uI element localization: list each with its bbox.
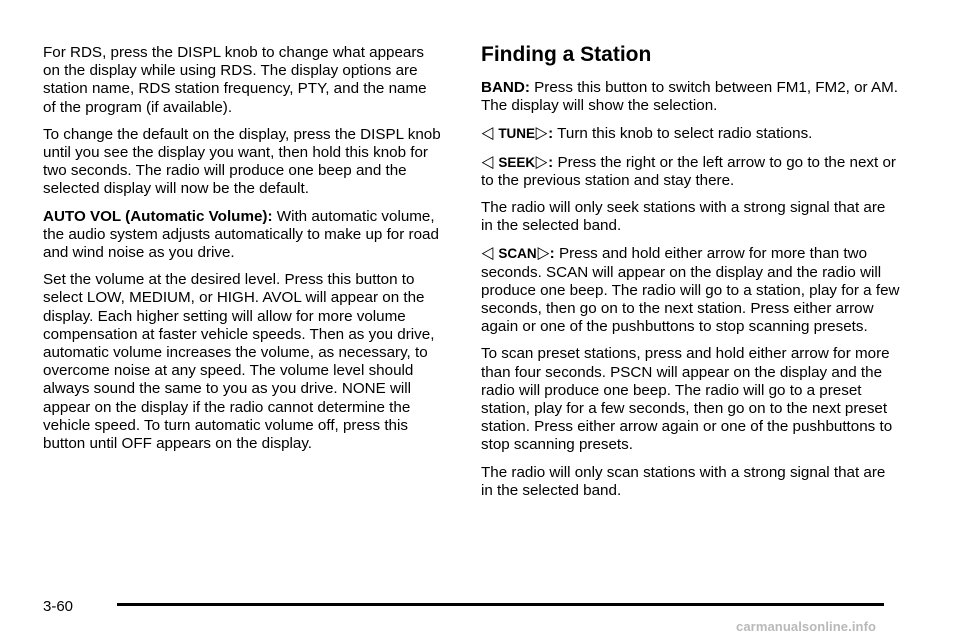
seek-paragraph: ◁ SEEK▷: Press the right or the left arrow to go to the next or to the previous station and stay there. (481, 151, 896, 189)
seek-note-paragraph: The radio will only seek stations with a strong signal that are in the selected band. (481, 199, 886, 235)
page-number: 3-60 (43, 598, 74, 615)
tune-label: TUNE (498, 126, 536, 142)
volume-level-paragraph: Set the volume at the desired level. Press this button to select LOW, MEDIUM, or HIGH. AVOL will appear on the display. Each higher setting will allow for more volume compensation at faster vehicle speeds. Then as you drive, automatic volume increases the volume, as necessary, to overcome noise at any speed. The volume level should always sound the same to you as you drive. NONE will appear on the display if the radio cannot determine the vehicle speed. To turn automatic volume off, press this button until OFF appears on the display. (43, 271, 435, 453)
right-column (481, 44, 901, 509)
right-arrow-icon: ▷ (537, 243, 550, 263)
auto-vol-text: With automatic volume, the audio system adjusts automatically to make up for road and wind noise as you drive. (43, 207, 439, 262)
tune-paragraph: ◁ TUNE▷: Turn this knob to select radio stations. (481, 123, 813, 143)
seek-text: Press the right or the left arrow to go to the next or to the previous station and stay there. (481, 153, 896, 189)
band-text: Press this button to switch between FM1, FM2, or AM. The display will show the selection. (481, 79, 898, 115)
scan-text: Press and hold either arrow for more than two seconds. SCAN will appear on the display and the radio will produce one beep. The radio will go to a station, play for a few seconds, then go on to the next station. Press either arrow again or one of the pushbuttons to stop scanning presets. (481, 245, 900, 336)
band-term: BAND: (481, 79, 530, 96)
right-arrow-icon: ▷ (535, 123, 548, 143)
left-column (43, 44, 443, 462)
left-arrow-icon: ◁ (481, 123, 494, 143)
footer-rule (117, 603, 884, 606)
band-paragraph (481, 79, 901, 115)
tune-text: Turn this knob to select radio stations. (557, 125, 813, 143)
left-arrow-icon: ◁ (481, 243, 494, 263)
scan-label: SCAN (498, 246, 537, 262)
right-arrow-icon: ▷ (535, 151, 548, 171)
left-arrow-icon: ◁ (481, 151, 494, 171)
scan-note-paragraph: The radio will only scan stations with a strong signal that are in the selected band. (481, 463, 886, 499)
watermark-text: carmanualsonline.info (736, 619, 877, 634)
section-heading: Finding a Station (481, 43, 652, 66)
auto-vol-term: AUTO VOL (Automatic Volume): (43, 207, 273, 225)
seek-label: SEEK (498, 154, 536, 170)
display-default-paragraph: To change the default on the display, press the DISPL knob until you see the display you want, then hold this knob for two seconds. The radio will produce one beep and the selected display will now be the default. (43, 125, 441, 198)
preset-scan-paragraph: To scan preset stations, press and hold either arrow for more than four seconds. PSCN will appear on the display and the radio will produce one beep. The radio will go to a preset station, play for a few seconds, then go on to the next preset station. Press either arrow again or one of the pushbuttons to stop scanning presets. (481, 345, 893, 454)
rds-paragraph: For RDS, press the DISPL knob to change what appears on the display while using RDS. The display options are station name, RDS station frequency, PTY, and the name of the program (if available). (43, 44, 427, 116)
scan-paragraph: ◁ SCAN▷: Press and hold either arrow for more than two seconds. SCAN will appear on the display and the radio will produce one beep. The radio will go to a station, play for a few seconds, then go on to the next station. Press either arrow again or one of the pushbuttons to stop scanning presets. (481, 243, 900, 336)
auto-vol-paragraph (43, 208, 443, 263)
